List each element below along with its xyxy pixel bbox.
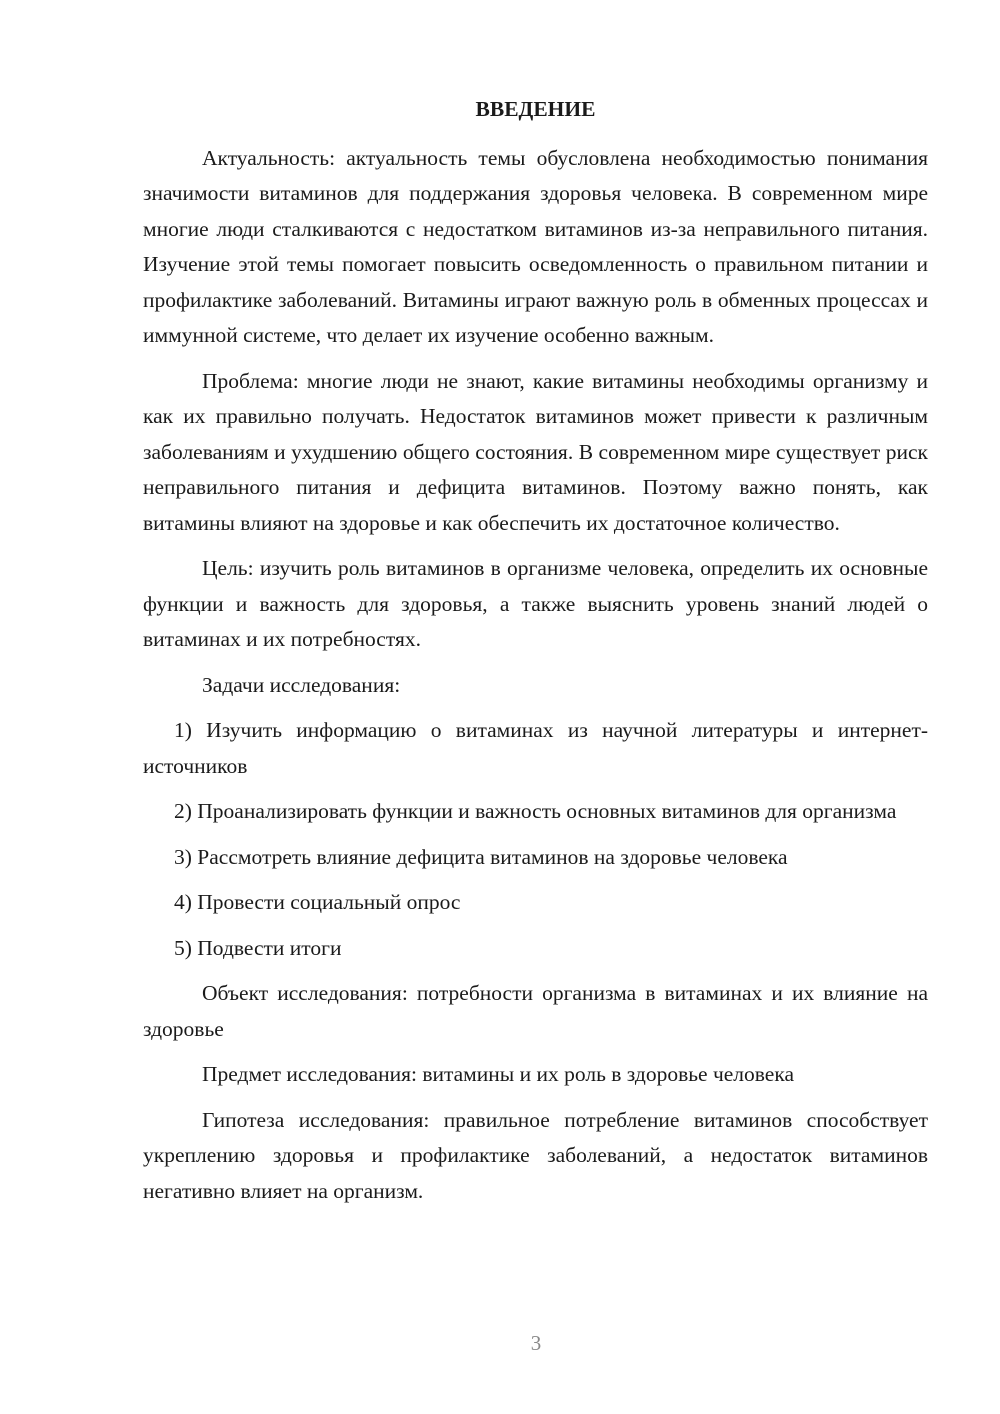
- paragraph-object: Объект исследования: потребности организма в витаминах и их влияние на здоровье: [143, 981, 928, 1041]
- paragraph-subject: Предмет исследования: витамины и их роль в здоровье человека: [202, 1062, 795, 1086]
- section-title: ВВЕДЕНИЕ: [475, 97, 596, 121]
- document-page: [143, 92, 928, 1219]
- paragraph-problem: Проблема: многие люди не знают, какие витамины необходимы организму и как их правильно получать. Недостаток витаминов может привести к различным заболеваниям и ухудшению общего состояния. В современном мире существует риск неправильного питания и дефицита витаминов. Поэтому важно понять, как витамины влияют на здоровье и как обеспечить их достаточное количество.: [143, 368, 928, 535]
- task-item-1: 1) Изучить информацию о витаминах из научной литературы и интернет-источников: [143, 718, 928, 778]
- paragraph-hypothesis: Гипотеза исследования: правильное потребление витаминов способствует укреплению здоровья и профилактике заболеваний, а недостаток витаминов негативно влияет на организм.: [143, 1107, 928, 1203]
- page-number: 3: [530, 1331, 542, 1355]
- paragraph-goal: Цель: изучить роль витаминов в организме человека, определить их основные функции и важность для здоровья, а также выяснить уровень знаний людей о витаминах и их потребностях.: [143, 556, 928, 651]
- task-item-2: 2) Проанализировать функции и важность основных витаминов для организма: [174, 799, 897, 823]
- task-item-4: 4) Провести социальный опрос: [174, 890, 461, 914]
- paragraph-relevance: Актуальность: актуальность темы обусловлена необходимостью понимания значимости витаминов для поддержания здоровья человека. В современном мире многие люди сталкиваются с недостатком витаминов из-за неправильного питания. Изучение этой темы помогает повысить осведомленность о правильном питании и профилактике заболеваний. Витамины играют важную роль в обменных процессах и иммунной системе, что делает их изучение особенно важным.: [143, 145, 928, 347]
- task-item-5: 5) Подвести итоги: [174, 935, 342, 960]
- task-item-3: 3) Рассмотреть влияние дефицита витаминов на здоровье человека: [174, 844, 788, 869]
- tasks-heading: Задачи исследования:: [202, 672, 401, 697]
